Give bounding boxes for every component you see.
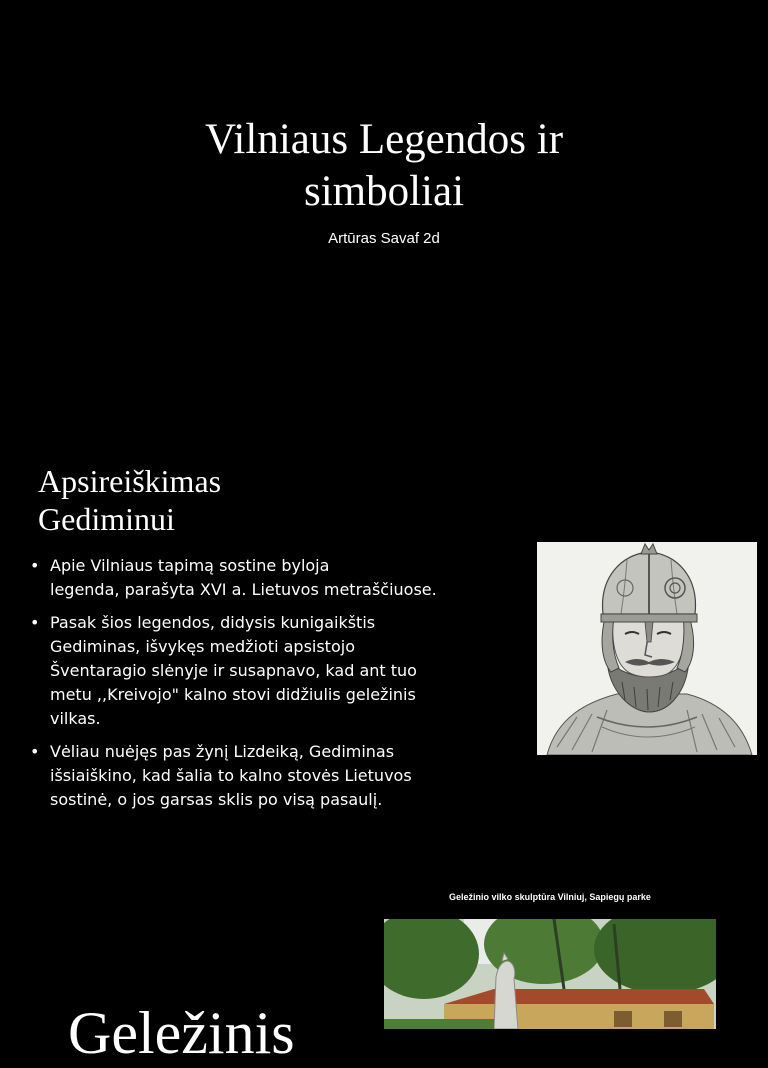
section-heading-line-1: Apsireiškimas <box>38 463 222 499</box>
presentation-title <box>84 114 684 218</box>
bullet-line: Vėliau nuėjęs pas žynį Lizdeiką, Gediminas <box>50 742 395 761</box>
park-photo-illustration <box>384 919 716 1029</box>
bullet-marker: • <box>30 556 40 575</box>
bullet-marker: • <box>30 613 40 632</box>
author-name: Artūras Savaf 2d <box>328 230 440 247</box>
title-line-2: simboliai <box>303 168 465 215</box>
wolf-sculpture-photo <box>384 919 716 1029</box>
section-heading <box>38 462 221 538</box>
bullet-line: sostinė, o jos garsas sklis po visą pasaulį. <box>50 790 383 809</box>
gediminas-slide <box>0 432 768 862</box>
bullet-item <box>30 740 500 812</box>
bullet-line: Pasak šios legendos, didysis kunigaikštis <box>50 613 376 632</box>
portrait-illustration <box>537 542 757 755</box>
bullet-line: Šventaragio slėnyje ir susapnavo, kad ant tuo <box>50 661 417 680</box>
bullet-line: legenda, parašyta XVI a. Lietuvos metraščiuose. <box>50 580 437 599</box>
bullet-list <box>30 554 500 821</box>
partial-slide-heading: Geležinis <box>68 1000 295 1066</box>
bullet-item <box>30 554 500 602</box>
title-line-1: Vilniaus Legendos ir <box>204 116 564 163</box>
bullet-marker: • <box>30 742 40 761</box>
bullet-line: Gediminas, išvykęs medžioti apsistojo <box>50 637 355 656</box>
bullet-line: metu ,,Kreivojo" kalno stovi didžiulis geležinis <box>50 685 416 704</box>
section-heading-line-2: Gediminui <box>38 501 175 537</box>
gediminas-portrait <box>537 542 757 755</box>
photo-caption: Geležinio vilko skulptūra Vilniuj, Sapiegų parke <box>449 892 651 902</box>
title-slide <box>0 0 768 432</box>
bullet-line: vilkas. <box>50 709 101 728</box>
iron-wolf-slide <box>0 862 768 1066</box>
bullet-item <box>30 611 500 731</box>
bullet-line: išsiaiškino, kad šalia to kalno stovės Lietuvos <box>50 766 412 785</box>
bullet-line: Apie Vilniaus tapimą sostine byloja <box>50 556 330 575</box>
